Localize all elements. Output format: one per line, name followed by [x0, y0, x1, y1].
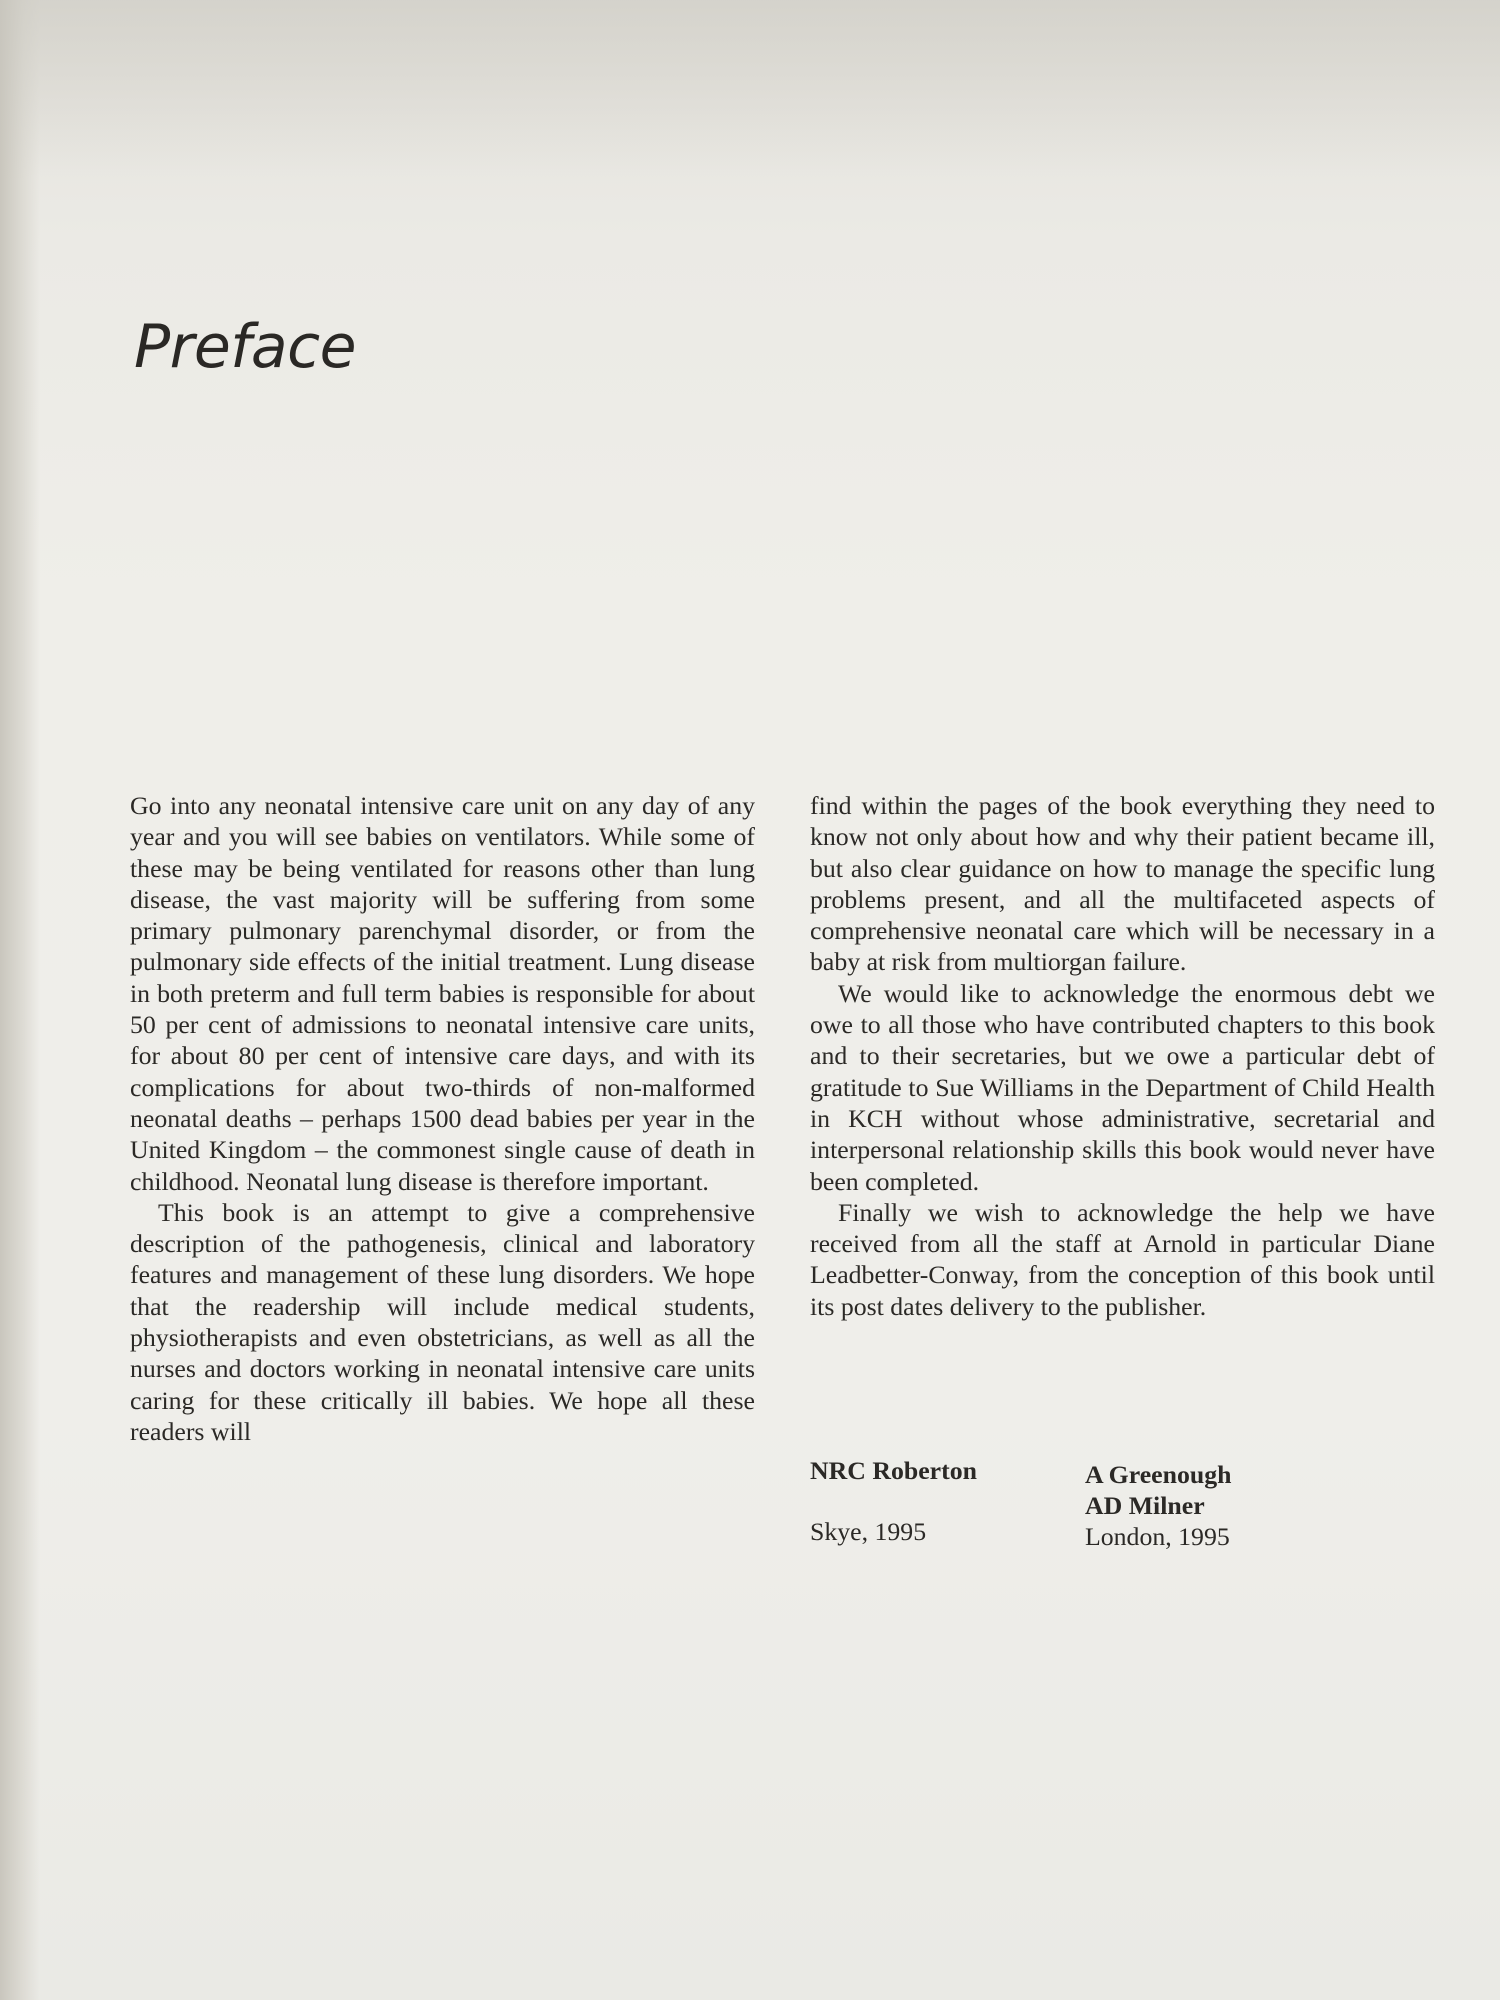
- page-top-shadow: [0, 0, 1500, 180]
- page-gutter-shadow: [0, 0, 40, 2000]
- signature-place: London, 1995: [1085, 1522, 1230, 1551]
- signature-place: Skye, 1995: [810, 1517, 927, 1546]
- signature-block: [810, 1455, 1435, 1575]
- right-text-column: [810, 790, 1435, 1322]
- paragraph-1: Go into any neonatal intensive care unit on any day of any year and you will see babies on ventilators. While some of these may be being ventilated for reasons other than lung disease, the vast majority will be suffering from some primary pulmonary parenchymal disorder, or from the pulmonary side effects of the initial treatment. Lung disease in both preterm and full term babies is responsible for about 50 per cent of admissions to neonatal intensive care units, for about 80 per cent of intensive care days, and with its complications for about two-thirds of non-malformed neonatal deaths – perhaps 1500 dead babies per year in the United Kingdom – the commonest single cause of death in childhood. Neonatal lung disease is therefore important.: [130, 791, 755, 1196]
- paragraph-5: Finally we wish to acknowledge the help we have received from all the staff at Arnold in particular Diane Leadbetter-Conway, from the conception of this book until its post dates delivery to the publisher.: [810, 1197, 1435, 1321]
- paragraph-2: This book is an attempt to give a comprehensive description of the pathogenesis, clinical and laboratory features and management of these lung disorders. We hope that the readership will include medical students, physiotherapists and even obstetricians, as well as all the nurses and doctors working in neonatal intensive care units caring for these critically ill babies. We hope all these readers will: [130, 1197, 755, 1446]
- signature-right: [1085, 1459, 1231, 1552]
- signature-name: AD Milner: [1085, 1491, 1205, 1520]
- paragraph-4: We would like to acknowledge the enormous debt we owe to all those who have contributed chapters to this book and to their secretaries, but we owe a particular debt of gratitude to Sue Williams in the Department of Child Health in KCH without whose administrative, secretarial and interpersonal relationship skills this book would never have been completed.: [810, 978, 1435, 1196]
- page-title: Preface: [134, 312, 357, 382]
- left-text-column: [130, 790, 755, 1447]
- signature-name: A Greenough: [1085, 1460, 1232, 1489]
- signature-left: [810, 1455, 977, 1547]
- paragraph-3: find within the pages of the book everything they need to know not only about how and why their patient became ill, but also clear guidance on how to manage the specific lung problems present, and all the multifaceted aspects of comprehensive neonatal care which will be necessary in a baby at risk from multiorgan failure.: [810, 791, 1435, 977]
- signature-name: NRC Roberton: [810, 1456, 977, 1485]
